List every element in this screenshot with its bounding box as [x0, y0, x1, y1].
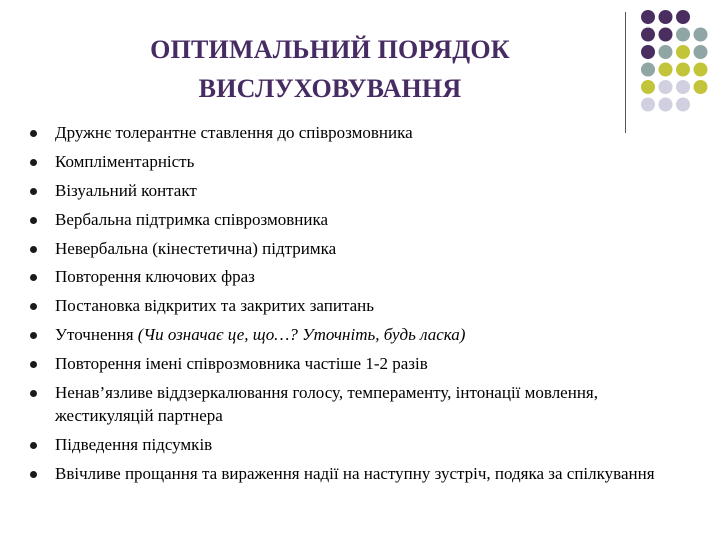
bullet-icon: [30, 471, 37, 478]
decorative-dot: [659, 28, 673, 42]
list-item-text: Ввічливе прощання та вираження надії на наступну зустріч, подяка за спілкування: [55, 464, 655, 483]
bullet-icon: [30, 246, 37, 253]
decorative-dot: [694, 80, 708, 94]
decorative-dot: [641, 45, 655, 59]
list-item: [30, 323, 670, 346]
dot-grid-group: [641, 10, 708, 112]
decorative-dot-grid: [640, 8, 720, 128]
list-item-text: Підведення підсумків: [55, 435, 213, 455]
decorative-dot: [694, 63, 708, 77]
list-item-text: Невербальна (кінестетична) підтримка: [55, 238, 337, 258]
decorative-dot: [641, 28, 655, 42]
bullet-icon: [30, 188, 37, 195]
decorative-divider: [625, 12, 626, 133]
bullet-icon: [30, 332, 37, 339]
decorative-dot: [641, 63, 655, 77]
decorative-dot: [676, 10, 690, 24]
list-item: [30, 433, 670, 456]
decorative-dot: [659, 98, 673, 112]
list-item: [30, 208, 670, 231]
slide-title: [60, 30, 600, 108]
list-item-text: Постановка відкритих та закритих запитань: [55, 296, 374, 316]
list-item: [30, 462, 670, 485]
decorative-dot: [659, 45, 673, 59]
decorative-dot: [641, 10, 655, 24]
bullet-list: [30, 121, 670, 491]
list-item: [30, 381, 670, 427]
bullet-icon: [30, 442, 37, 449]
decorative-dot: [659, 63, 673, 77]
bullet-icon: [30, 303, 37, 310]
list-item-text: Уточнення: [55, 325, 138, 345]
decorative-dot: [659, 80, 673, 94]
decorative-dot: [676, 80, 690, 94]
list-item-text: Компліментарність: [55, 151, 195, 171]
decorative-dot: [659, 10, 673, 24]
list-item: [30, 237, 670, 260]
slide-title-line-2: ВИСЛУХОВУВАННЯ: [198, 74, 462, 103]
decorative-dot: [641, 98, 655, 112]
list-item-text-combined: [55, 323, 670, 346]
slide-title-line-1: ОПТИМАЛЬНИЙ ПОРЯДОК: [150, 35, 510, 64]
bullet-icon: [30, 274, 37, 281]
list-item: [30, 179, 670, 202]
bullet-icon: [30, 361, 37, 368]
list-item-text: Вербальна підтримка співрозмовника: [55, 209, 329, 229]
list-item-text: Ненав’язливе віддзеркалювання голосу, темпераменту, інтонації мовлення, жестикуляцій партнера: [55, 383, 598, 426]
list-item-text: Повторення ключових фраз: [55, 267, 255, 287]
list-item-text: Повторення імені співрозмовника частіше 1-2 разів: [55, 354, 428, 374]
decorative-dot: [641, 80, 655, 94]
list-item: [30, 294, 670, 317]
decorative-dot: [694, 45, 708, 59]
decorative-dot: [676, 28, 690, 42]
bullet-icon: [30, 159, 37, 166]
decorative-dot: [676, 98, 690, 112]
list-item-example: (Чи означає це, що…? Уточніть, будь ласка): [137, 325, 466, 345]
decorative-dot: [694, 28, 708, 42]
bullet-icon: [30, 390, 37, 397]
list-item: [30, 150, 670, 173]
list-item: [30, 121, 670, 144]
list-item: [30, 352, 670, 375]
decorative-dot: [676, 45, 690, 59]
decorative-dot: [676, 63, 690, 77]
list-item-text: Дружнє толерантне ставлення до співрозмовника: [55, 123, 413, 142]
list-item-text: Візуальний контакт: [55, 180, 197, 200]
list-item: [30, 265, 670, 288]
bullet-icon: [30, 130, 37, 137]
bullet-icon: [30, 217, 37, 224]
